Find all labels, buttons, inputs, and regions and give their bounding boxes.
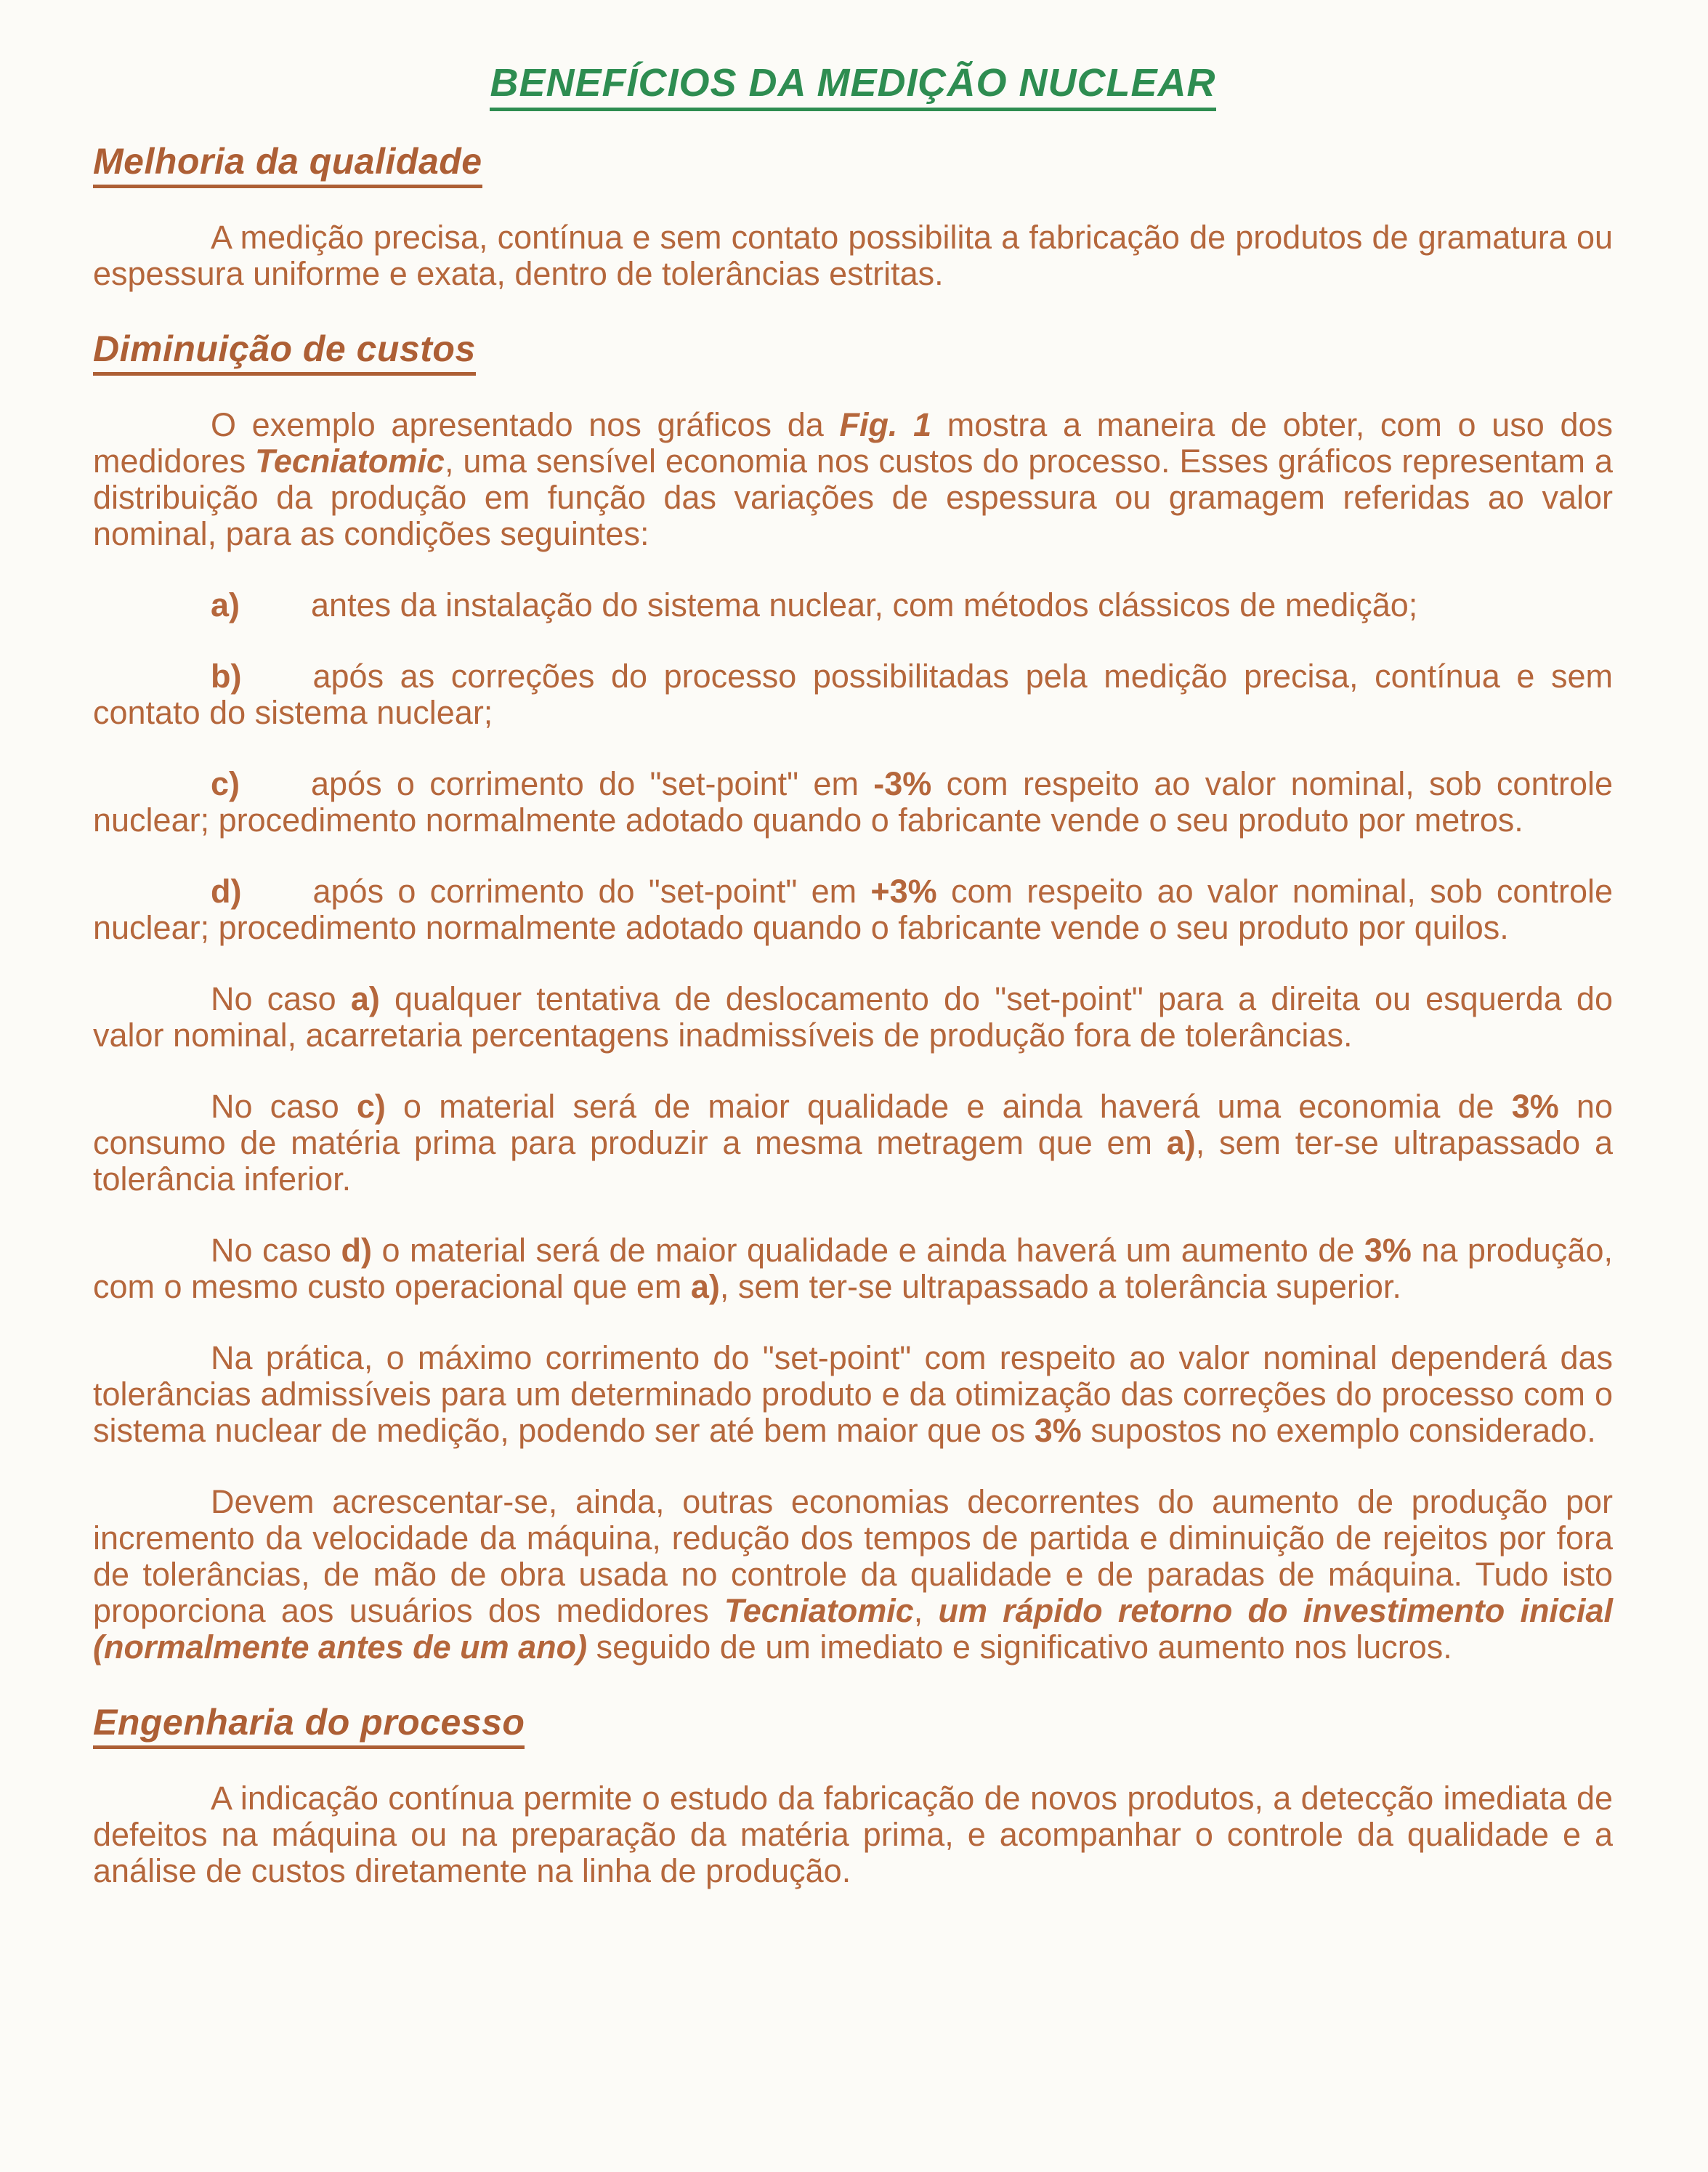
- text-run: , uma sensível economia nos custos do processo. Esses gráficos representam a distribuição da produção em função das variações de espessura ou gramagem referidas ao valor nominal, para as condições seguintes:: [93, 443, 1614, 552]
- text-run-retorno: um rápido retorno do investimento inicial (normalmente antes de um ano): [93, 1592, 1613, 1666]
- text-run: , sem ter-se ultrapassado a tolerância superior.: [719, 1268, 1401, 1305]
- text-run: o material será de maior qualidade e ainda haverá uma economia de: [385, 1088, 1512, 1125]
- text-run: mostra a maneira de obter, com o uso dos medidores: [93, 406, 1613, 480]
- text-run: após o corrimento do "set-point" em: [311, 765, 874, 802]
- para-pratica: [93, 1340, 1613, 1449]
- text-run: No caso: [211, 1088, 357, 1125]
- text-run-ref-a: a): [690, 1268, 720, 1305]
- list-item-a: [93, 587, 1613, 623]
- list-item-b: [93, 658, 1613, 731]
- text-run-brand: Tecniatomic: [724, 1592, 914, 1629]
- list-item-d: [93, 873, 1613, 946]
- text-run: supostos no exemplo considerado.: [1081, 1412, 1596, 1449]
- text-run-fig1: Fig. 1: [839, 406, 932, 443]
- section-heading-engenharia-do-processo: [93, 1702, 1613, 1743]
- para-quality: A medição precisa, contínua e sem contato possibilita a fabricação de produtos de gramatura ou espessura uniforme e exata, dentro de tolerâncias estritas.: [93, 219, 1613, 292]
- text-run: antes da instalação do sistema nuclear, com métodos clássicos de medição;: [311, 586, 1418, 623]
- text-run: com respeito ao valor nominal, sob controle nuclear; procedimento normalmente adotado quando o fabricante vende o seu produto por quilos.: [93, 873, 1614, 946]
- para-economias: [93, 1484, 1613, 1666]
- para-case-d: [93, 1232, 1613, 1305]
- heading-text: Engenharia do processo: [93, 1702, 525, 1749]
- text-run: após o corrimento do "set-point" em: [312, 873, 871, 910]
- para-case-a: [93, 981, 1613, 1054]
- text-run: O exemplo apresentado nos gráficos da: [211, 406, 840, 443]
- list-item-c: [93, 766, 1613, 839]
- section-heading-melhoria-da-qualidade: [93, 141, 1613, 182]
- text-run: No caso: [211, 1232, 341, 1269]
- list-marker-b: b): [211, 658, 242, 695]
- text-run: o material será de maior qualidade e ainda haverá um aumento de: [372, 1232, 1364, 1269]
- para-engineering: A indicação contínua permite o estudo da fabricação de novos produtos, a detecção imediata de defeitos na máquina ou na preparação da matéria prima, e acompanhar o controle da qualidade e a análise de custos diretamente na linha de produção.: [93, 1780, 1613, 1889]
- text-run: , sem ter-se ultrapassado a tolerância inferior.: [93, 1124, 1613, 1198]
- text-run-brand: Tecniatomic: [255, 443, 445, 480]
- text-run: seguido de um imediato e significativo aumento nos lucros.: [587, 1628, 1452, 1666]
- text-run: com respeito ao valor nominal, sob controle nuclear; procedimento normalmente adotado quando o fabricante vende o seu produto por metros.: [93, 765, 1614, 839]
- text-run: No caso: [211, 980, 351, 1017]
- text-run: ,: [913, 1592, 939, 1629]
- text-run: Devem acrescentar-se, ainda, outras economias decorrentes do aumento de produção por incremento da velocidade da máquina, redução dos tempos de partida e diminuição de rejeitos por fora de tolerâncias, de mão de obra usada no controle da qualidade e de paradas de máquina. Tudo isto proporciona aos usuários dos medidores: [93, 1483, 1613, 1629]
- para-costs-intro: [93, 407, 1613, 552]
- document-title: [93, 61, 1613, 105]
- text-run-3pct: 3%: [1364, 1232, 1412, 1269]
- text-run-minus-3pct: -3%: [873, 765, 932, 802]
- text-run-ref-a: a): [1166, 1124, 1196, 1161]
- para-case-c: [93, 1089, 1613, 1198]
- text-run: Na prática, o máximo corrimento do "set-point" com respeito ao valor nominal dependerá das tolerâncias admissíveis para um determinado produto e da otimização das correções do processo com o sistema nuclear de medição, podendo ser até bem maior que os: [93, 1339, 1613, 1449]
- list-marker-a: a): [211, 586, 240, 623]
- list-marker-c: c): [211, 765, 240, 802]
- text-run-3pct: 3%: [1511, 1088, 1559, 1125]
- text-run-plus-3pct: +3%: [870, 873, 937, 910]
- text-run: na produção, com o mesmo custo operacional que em: [93, 1232, 1613, 1305]
- text-run: qualquer tentativa de deslocamento do "set-point" para a direita ou esquerda do valor nominal, acarretaria percentagens inadmissíveis de produção fora de tolerâncias.: [93, 980, 1613, 1054]
- list-marker-d: d): [211, 873, 242, 910]
- text-run-case-d: d): [341, 1232, 372, 1269]
- document-title-text: BENEFÍCIOS DA MEDIÇÃO NUCLEAR: [490, 61, 1215, 111]
- text-run: após as correções do processo possibilitadas pela medição precisa, contínua e sem contato do sistema nuclear;: [93, 658, 1613, 731]
- text-run-case-a: a): [350, 980, 380, 1017]
- text-run-3pct: 3%: [1034, 1412, 1082, 1449]
- heading-text: Melhoria da qualidade: [93, 141, 482, 188]
- heading-text: Diminuição de custos: [93, 328, 476, 376]
- text-run: no consumo de matéria prima para produzir a mesma metragem que em: [93, 1088, 1613, 1161]
- section-heading-diminuicao-de-custos: [93, 328, 1613, 369]
- text-run-case-c: c): [356, 1088, 386, 1125]
